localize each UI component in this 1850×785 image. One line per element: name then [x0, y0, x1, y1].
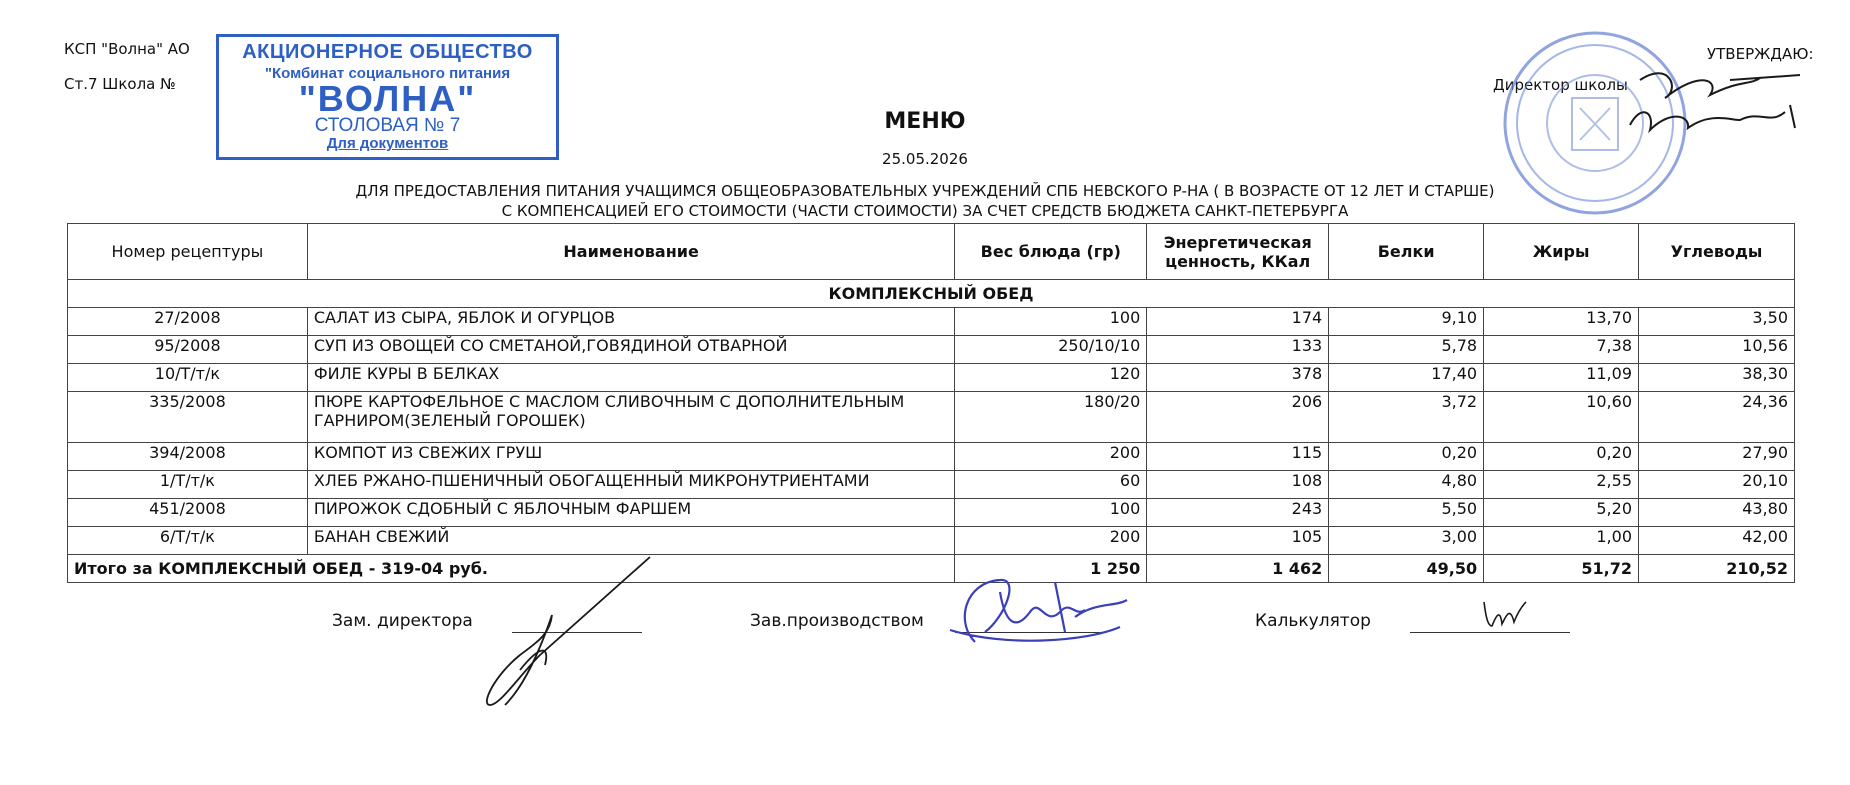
row-carbs: 43,80 [1639, 499, 1795, 527]
document-date: 25.05.2026 [882, 150, 968, 168]
row-energy: 206 [1147, 392, 1329, 443]
org-name: КСП "Волна" АО [64, 40, 190, 58]
row-name: ФИЛЕ КУРЫ В БЕЛКАХ [307, 364, 955, 392]
row-protein: 3,72 [1329, 392, 1484, 443]
row-fat: 10,60 [1484, 392, 1639, 443]
total-weight: 1 250 [955, 555, 1147, 583]
row-weight: 120 [955, 364, 1147, 392]
row-energy: 243 [1147, 499, 1329, 527]
row-fat: 1,00 [1484, 527, 1639, 555]
row-protein: 17,40 [1329, 364, 1484, 392]
row-name: ХЛЕБ РЖАНО-ПШЕНИЧНЫЙ ОБОГАЩЕННЫЙ МИКРОНУТРИЕНТАМИ [307, 471, 955, 499]
table-row [68, 499, 1795, 527]
row-weight: 200 [955, 443, 1147, 471]
row-name: БАНАН СВЕЖИЙ [307, 527, 955, 555]
header-name: Наименование [307, 224, 955, 280]
total-energy: 1 462 [1147, 555, 1329, 583]
table-row [68, 392, 1795, 443]
row-fat: 7,38 [1484, 336, 1639, 364]
row-protein: 4,80 [1329, 471, 1484, 499]
row-carbs: 3,50 [1639, 308, 1795, 336]
row-fat: 13,70 [1484, 308, 1639, 336]
row-weight: 200 [955, 527, 1147, 555]
header-energy: Энергетическая ценность, ККал [1147, 224, 1329, 280]
row-energy: 105 [1147, 527, 1329, 555]
row-name: ПЮРЕ КАРТОФЕЛЬНОЕ С МАСЛОМ СЛИВОЧНЫМ С ДОПОЛНИТЕЛЬНЫМ ГАРНИРОМ(ЗЕЛЕНЫЙ ГОРОШЕК) [307, 392, 955, 443]
row-code: 27/2008 [68, 308, 308, 336]
row-energy: 108 [1147, 471, 1329, 499]
row-energy: 133 [1147, 336, 1329, 364]
row-code: 10/Т/т/к [68, 364, 308, 392]
header-carbs: Углеводы [1639, 224, 1795, 280]
school-name: Ст.7 Школа № [64, 75, 176, 93]
section-title: КОМПЛЕКСНЫЙ ОБЕД [68, 280, 1795, 308]
row-name: СУП ИЗ ОВОЩЕЙ СО СМЕТАНОЙ,ГОВЯДИНОЙ ОТВАРНОЙ [307, 336, 955, 364]
row-carbs: 10,56 [1639, 336, 1795, 364]
total-fat: 51,72 [1484, 555, 1639, 583]
calculator-signature-icon [1480, 598, 1530, 630]
row-carbs: 27,90 [1639, 443, 1795, 471]
row-code: 335/2008 [68, 392, 308, 443]
row-carbs: 42,00 [1639, 527, 1795, 555]
production-signature-icon [945, 572, 1130, 647]
stamp-line-5: Для документов [326, 135, 449, 152]
row-carbs: 24,36 [1639, 392, 1795, 443]
stamp-line-4: СТОЛОВАЯ № 7 [314, 115, 461, 136]
deputy-signature-icon [480, 555, 660, 715]
organization-stamp [216, 34, 559, 160]
total-label: Итого за КОМПЛЕКСНЫЙ ОБЕД - 319-04 руб. [68, 555, 955, 583]
deputy-director-label: Зам. директора [332, 611, 473, 631]
table-row [68, 308, 1795, 336]
total-carbs: 210,52 [1639, 555, 1795, 583]
row-code: 6/Т/т/к [68, 527, 308, 555]
calculator-label: Калькулятор [1255, 611, 1371, 631]
stamp-line-1: АКЦИОНЕРНОЕ ОБЩЕСТВО [242, 41, 533, 63]
row-fat: 2,55 [1484, 471, 1639, 499]
row-code: 451/2008 [68, 499, 308, 527]
row-code: 394/2008 [68, 443, 308, 471]
production-manager-label: Зав.производством [750, 611, 924, 631]
table-row [68, 364, 1795, 392]
row-protein: 3,00 [1329, 527, 1484, 555]
table-row [68, 443, 1795, 471]
document-title: МЕНЮ [884, 109, 966, 134]
row-carbs: 38,30 [1639, 364, 1795, 392]
table-row [68, 471, 1795, 499]
row-name: КОМПОТ ИЗ СВЕЖИХ ГРУШ [307, 443, 955, 471]
total-row [68, 555, 1795, 583]
document-subtitle-1: ДЛЯ ПРЕДОСТАВЛЕНИЯ ПИТАНИЯ УЧАЩИМСЯ ОБЩЕОБРАЗОВАТЕЛЬНЫХ УЧРЕЖДЕНИЙ СПБ НЕВСКОГО Р-НА ( В ВОЗРАСТЕ ОТ 12 ЛЕТ И СТАРШЕ) [355, 182, 1495, 200]
document-subtitle-2: С КОМПЕНСАЦИЕЙ ЕГО СТОИМОСТИ (ЧАСТИ СТОИМОСТИ) ЗА СЧЕТ СРЕДСТВ БЮДЖЕТА САНКТ-ПЕТЕРБУРГА [501, 202, 1349, 220]
header-fat: Жиры [1484, 224, 1639, 280]
row-carbs: 20,10 [1639, 471, 1795, 499]
row-protein: 5,78 [1329, 336, 1484, 364]
total-protein: 49,50 [1329, 555, 1484, 583]
table-header-row [68, 224, 1795, 280]
stamp-line-2: "Комбинат социального питания [264, 65, 511, 82]
stamp-line-3: "ВОЛНА" [298, 78, 477, 119]
row-weight: 60 [955, 471, 1147, 499]
header-protein: Белки [1329, 224, 1484, 280]
row-energy: 115 [1147, 443, 1329, 471]
row-weight: 100 [955, 308, 1147, 336]
calculator-signature-line [1410, 632, 1570, 633]
table-row [68, 527, 1795, 555]
row-name: САЛАТ ИЗ СЫРА, ЯБЛОК И ОГУРЦОВ [307, 308, 955, 336]
row-energy: 174 [1147, 308, 1329, 336]
director-position: Директор школы [1493, 76, 1628, 94]
row-protein: 5,50 [1329, 499, 1484, 527]
row-weight: 250/10/10 [955, 336, 1147, 364]
approve-label: УТВЕРЖДАЮ: [1707, 45, 1814, 63]
menu-table [67, 223, 1795, 583]
row-protein: 9,10 [1329, 308, 1484, 336]
row-fat: 0,20 [1484, 443, 1639, 471]
row-name: ПИРОЖОК СДОБНЫЙ С ЯБЛОЧНЫМ ФАРШЕМ [307, 499, 955, 527]
row-code: 1/Т/т/к [68, 471, 308, 499]
header-code: Номер рецептуры [68, 224, 308, 280]
row-weight: 100 [955, 499, 1147, 527]
header-weight: Вес блюда (гр) [955, 224, 1147, 280]
row-code: 95/2008 [68, 336, 308, 364]
row-fat: 5,20 [1484, 499, 1639, 527]
section-row [68, 280, 1795, 308]
row-fat: 11,09 [1484, 364, 1639, 392]
row-weight: 180/20 [955, 392, 1147, 443]
table-row [68, 336, 1795, 364]
row-energy: 378 [1147, 364, 1329, 392]
row-protein: 0,20 [1329, 443, 1484, 471]
